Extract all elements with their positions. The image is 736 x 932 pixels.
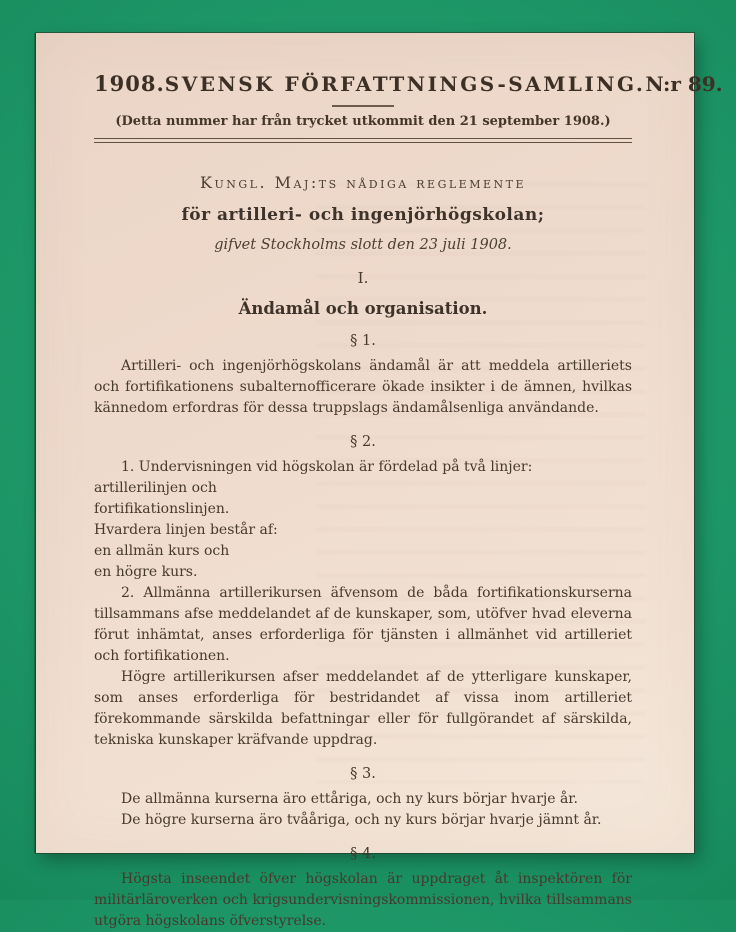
section-3 [94,766,632,831]
section-4 [94,846,632,932]
section-2-item-1: 1. Undervisningen vid högskolan är fördelad på två linjer: [121,459,533,475]
publication-note: (Detta nummer har från trycket utkommit den 21 september 1908.) [115,114,611,129]
document-page [36,33,723,929]
document-body [94,333,632,932]
masthead-issue-number: N:r 89. [645,72,723,96]
masthead-year: 1908. [94,71,165,96]
chapter-title: Ändamål och organisation. [238,299,488,318]
section-2-heading: § 2. [350,434,376,450]
section-1-heading: § 1. [350,333,376,349]
section-2-subitem: en högre kurs. [94,564,198,580]
chapter-numeral: I. [357,269,369,287]
section-1-paragraph: Artilleri- och ingenjörhögskolans ändamål är att meddela artilleriets och fortifikationens subalternofficerare ökade insikter i de ämnen, hvilkas kännedom erfordras för dessa truppslags ändamålsenliga användande. [94,358,632,416]
document-dateline: gifvet Stockholms slott den 23 juli 1908. [214,237,512,253]
section-2-subitem: artillerilinjen och [94,480,217,496]
section-2-paragraph: Högre artillerikursen afser meddelandet af de ytterligare kunskaper, som anses erforderliga för bestridandet af vissa inom artilleriet förekommande särskilda befattningar eller för fullgörandet af särskilda, tekniska kunskaper kräfvande uppdrag. [94,669,632,748]
double-divider [94,138,632,143]
section-2-subitem: en allmän kurs och [94,543,230,559]
masthead [94,33,723,96]
document-title: för artilleri- och ingenjörhögskolan; [181,205,545,225]
section-3-line: De allmänna kurserna äro ettåriga, och ny kurs börjar hvarje år. [121,791,578,807]
section-2 [94,434,632,751]
section-2-line: Hvardera linjen består af: [94,522,278,538]
section-3-line: De högre kurserna äro tvååriga, och ny kurs börjar hvarje jämnt år. [121,812,602,828]
royal-kicker: Kungl. Maj:ts nådiga reglemente [200,173,526,192]
short-divider [332,105,394,107]
section-2-subitem: fortifikationslinjen. [94,501,230,517]
section-2-item-2: 2. Allmänna artillerikursen äfvensom de båda fortifikationskurserna tillsammans afse meddelandet af de kunskaper, som, utöfver hvad eleverna förut inhämtat, anses erforderliga för tjänsten i allmänhet vid artilleriet och fortifikationen. [94,585,632,664]
section-3-heading: § 3. [350,766,376,782]
section-4-heading: § 4. [350,846,376,862]
masthead-gazette-title: SVENSK FÖRFATTNINGS-SAMLING. [164,72,646,96]
section-4-paragraph: Högsta inseendet öfver högskolan är uppdraget åt inspektören för militärläroverken och krigsundervisningskommissionen, hvilka tillsammans utgöra högskolans öfverstyrelse. [94,871,632,929]
section-1 [94,333,632,419]
